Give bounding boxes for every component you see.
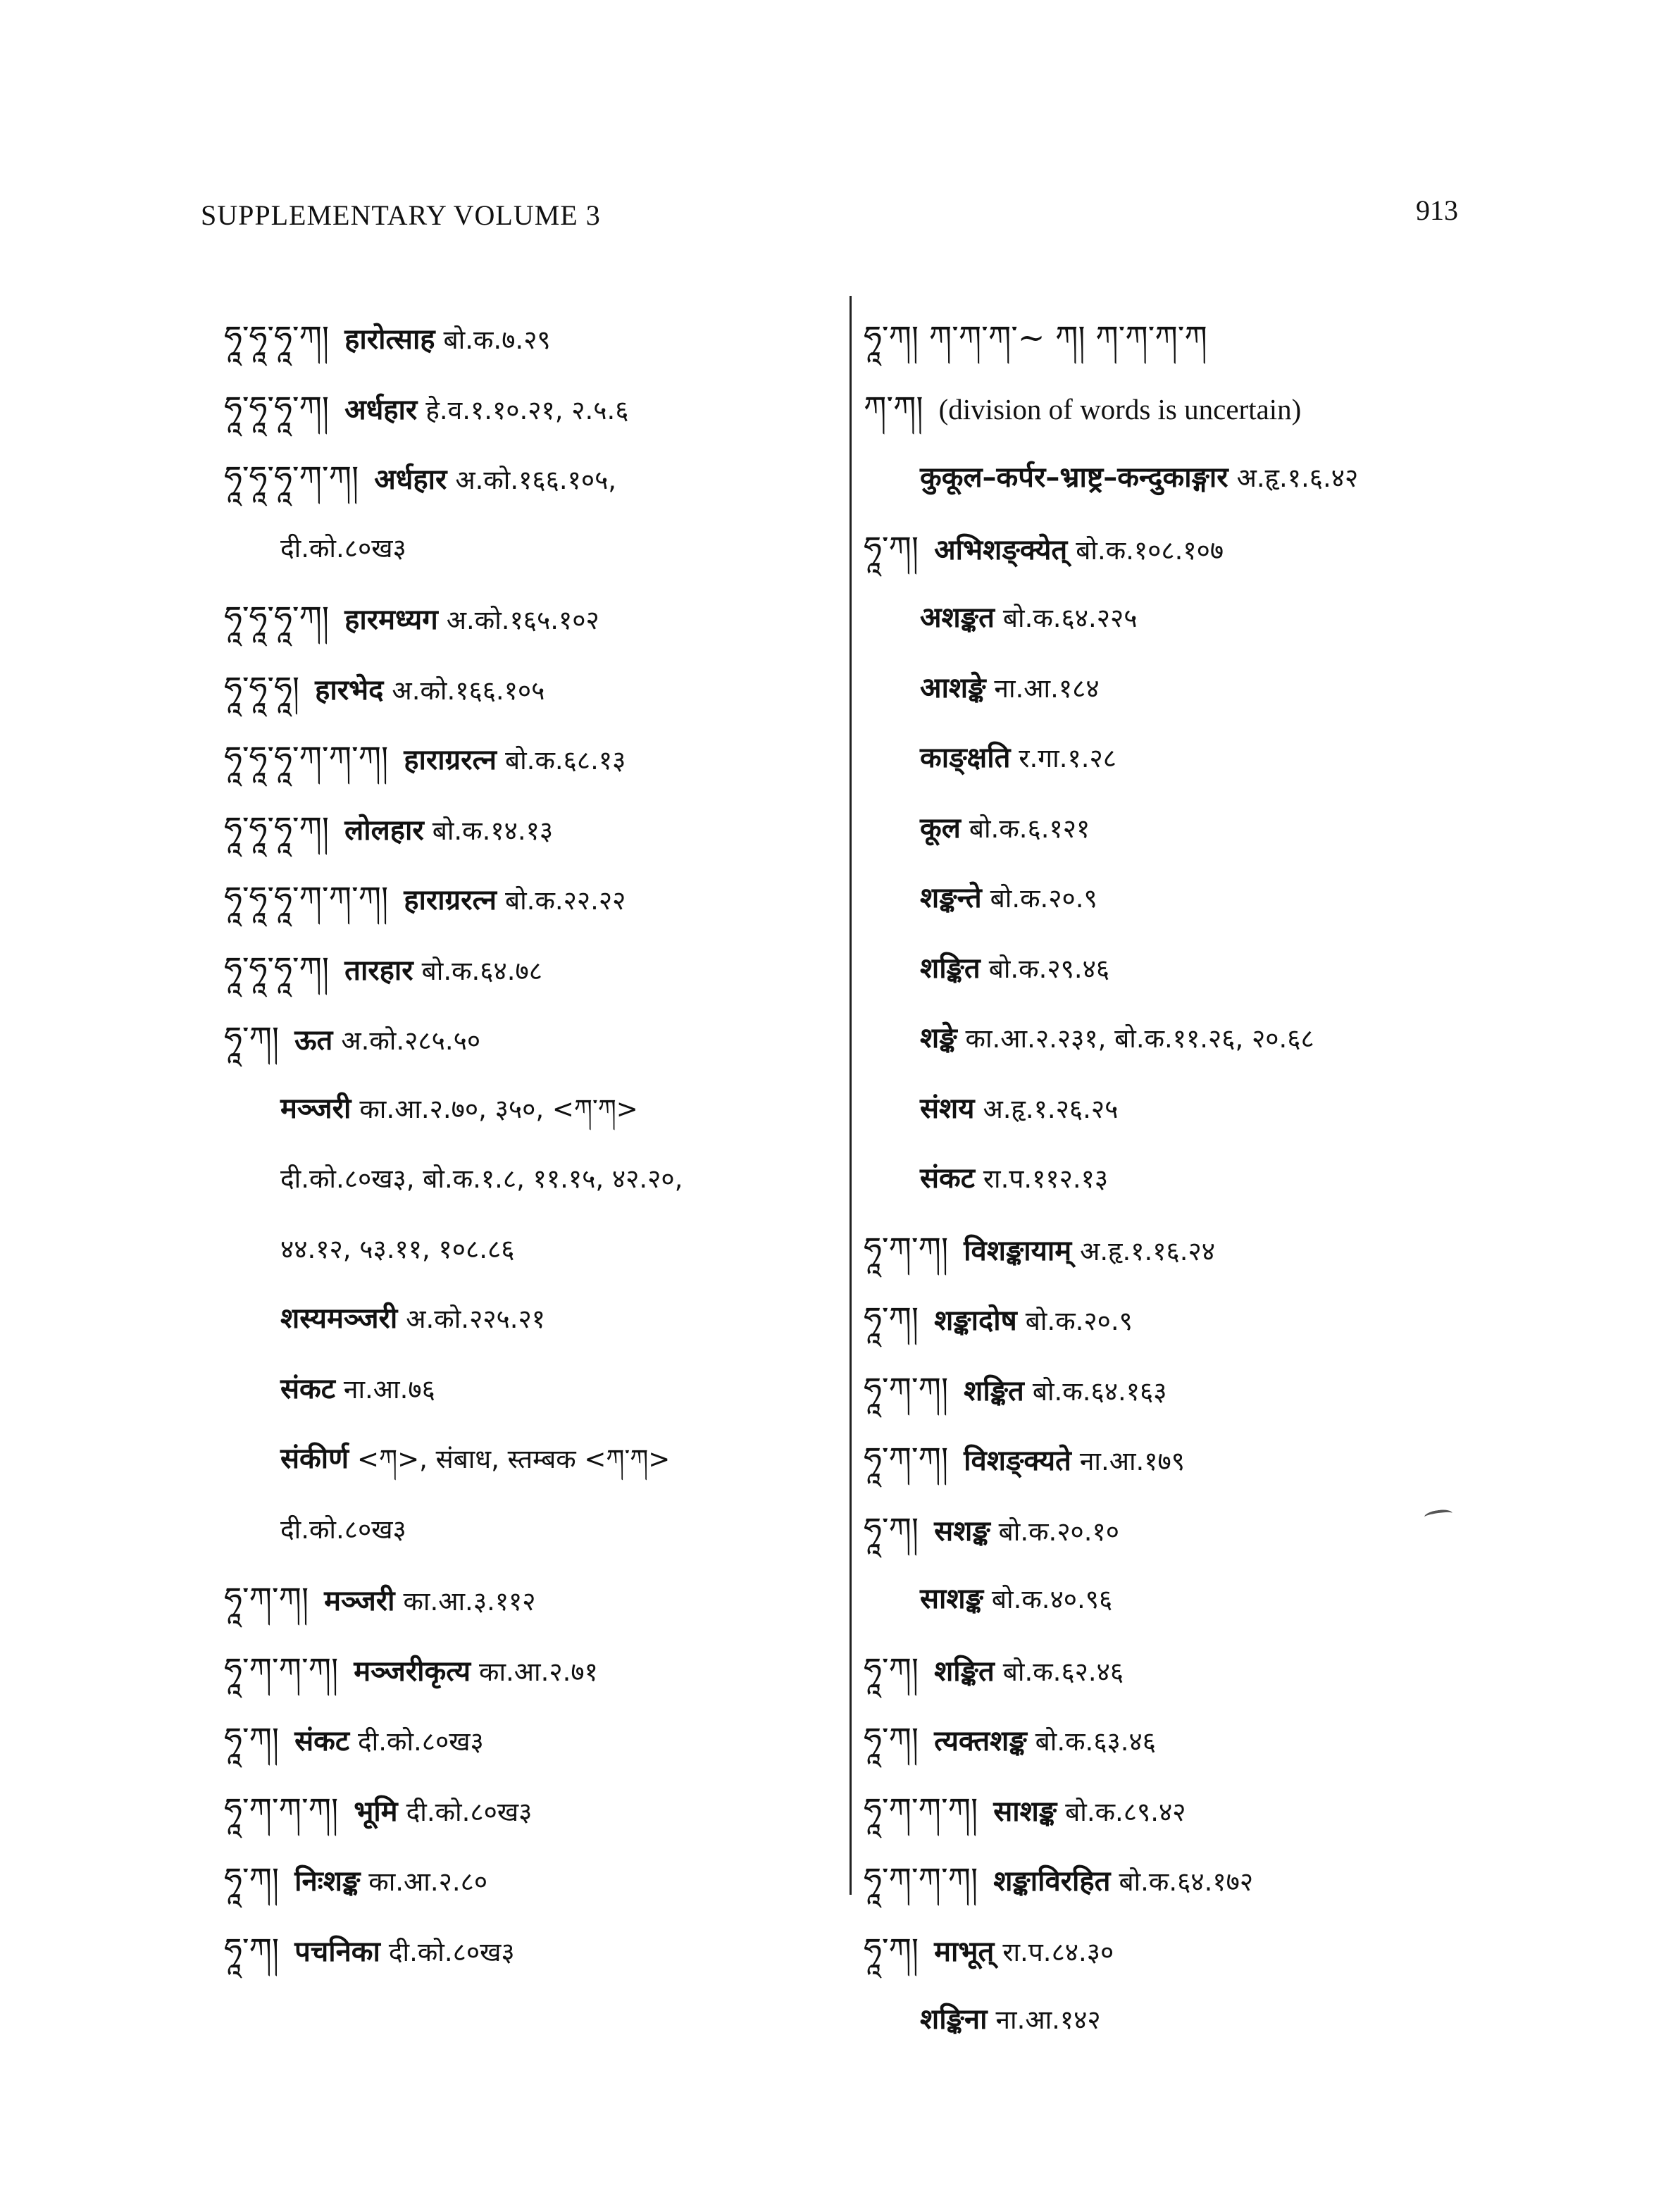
entry-line [224, 1845, 844, 1915]
source-reference: ना.आ.१८४ [994, 673, 1100, 704]
sanskrit-equivalent: अभिशङ्क्येत् [934, 533, 1068, 566]
source-reference: दी.को.८०ख३ [280, 1514, 406, 1545]
sanskrit-equivalent: हाराग्ररत्न [404, 744, 497, 776]
entry-line [864, 303, 1645, 373]
entry-line [864, 1074, 1645, 1145]
entry-line [224, 1074, 844, 1145]
sanskrit-equivalent: हारोत्साह [344, 323, 435, 356]
entry-line [864, 1495, 1645, 1565]
entry-line [224, 1144, 844, 1214]
sanskrit-equivalent: अर्धहार [374, 463, 447, 496]
column-divider [850, 296, 852, 1895]
tibetan-headword: ཧཱ་ཧཱ་ཧཱ་ཀ་ཀ་ཀ། [224, 879, 389, 917]
entry-line [224, 1004, 844, 1074]
source-reference: बो.क.६४.१६३ [1032, 1376, 1167, 1407]
entry-line [864, 583, 1645, 654]
sanskrit-equivalent: मञ्जरीकृत्य [354, 1655, 471, 1688]
tibetan-headword: ཧཱ་ཀ། [864, 1720, 919, 1758]
sanskrit-equivalent: शङ्काविरहित [993, 1865, 1111, 1898]
entry-line [864, 373, 1645, 444]
tibetan-headword: ཧཱ་ཀ། ཀ་ཀ་ཀ་~ ཀ། ཀ་ཀ་ཀ་ཀ [864, 318, 1207, 356]
source-reference: ना.आ.१७९ [1079, 1446, 1186, 1476]
tibetan-headword: ཧཱ་ཀ། [864, 1930, 919, 1969]
tibetan-headword: ཧཱ་ཀ་ཀ་ཀ། [864, 1790, 978, 1829]
entry-line [224, 794, 844, 864]
sanskrit-equivalent: संकट [294, 1725, 350, 1757]
running-head: SUPPLEMENTARY VOLUME 3 [201, 199, 601, 231]
source-reference: बो.क.२०.१० [998, 1516, 1120, 1547]
entry-line [224, 1214, 844, 1285]
source-reference: <ཀ>, संबाध, स्तम्बक <ཀ་ཀ> [357, 1444, 671, 1474]
entry-line [224, 513, 844, 584]
sanskrit-equivalent: शस्यमञ्जरी [280, 1302, 398, 1335]
source-reference: दी.को.८०ख३ [358, 1726, 484, 1757]
entry-line [864, 513, 1645, 584]
sanskrit-equivalent: संकट [920, 1162, 975, 1195]
source-reference: ना.आ.१४२ [995, 2005, 1101, 2035]
tibetan-headword: ཧཱ་ཀ། [224, 1930, 280, 1969]
entry-line [224, 303, 844, 373]
source-reference: बो.क.६४.१७२ [1119, 1867, 1254, 1897]
entry-line [864, 1705, 1645, 1775]
entry-line [864, 1424, 1645, 1495]
entry-line [224, 1284, 844, 1355]
sanskrit-equivalent: साशङ्क [993, 1795, 1057, 1828]
entry-line [864, 934, 1645, 1004]
source-reference: दी.को.८०ख३ [406, 1796, 533, 1827]
entry-line [224, 1775, 844, 1845]
source-reference: अ.को.२२५.२१ [406, 1304, 546, 1334]
source-reference: बो.क.६.१२१ [969, 813, 1090, 844]
entry-line [864, 654, 1645, 724]
tibetan-headword: ཧཱ་ཀ་ཀ་ཀ། [224, 1650, 339, 1688]
sanskrit-equivalent: संकट [280, 1372, 335, 1405]
tibetan-headword: ཧཱ་ཀ་ཀ། [224, 1580, 309, 1618]
source-reference: का.आ.२.२३१, बो.क.११.२६, २०.६८ [965, 1023, 1314, 1054]
source-reference: बो.क.६४.७८ [421, 955, 542, 986]
entry-line [864, 1284, 1645, 1355]
entry-line [224, 1355, 844, 1425]
source-reference: का.आ.२.७१ [479, 1656, 598, 1687]
tibetan-headword: ཧཱ་ཀ། [224, 1019, 280, 1057]
entry-line [864, 1144, 1645, 1214]
left-column [224, 303, 844, 1985]
entry-line [864, 1985, 1645, 2055]
sanskrit-equivalent: आशङ्के [920, 671, 986, 704]
sanskrit-equivalent: मञ्जरी [324, 1585, 395, 1617]
entry-line [224, 1424, 844, 1495]
tibetan-headword: ཧཱ་ཧཱ་ཧཱ་ཀ། [224, 949, 330, 988]
sanskrit-equivalent: हाराग्ररत्न [404, 884, 497, 916]
page-number: 913 [1416, 194, 1458, 226]
sanskrit-equivalent: त्यक्तशङ्क [934, 1725, 1027, 1757]
tibetan-headword: ཧཱ་ཧཱ་ཧཱ། [224, 668, 300, 707]
source-reference: रा.प.८४.३० [1002, 1936, 1114, 1967]
source-reference: बो.क.२०.९ [990, 883, 1097, 914]
sanskrit-equivalent: विशङ्कायाम् [964, 1234, 1072, 1267]
entry-line [864, 1564, 1645, 1635]
entry-line [864, 1355, 1645, 1425]
sanskrit-equivalent: हारभेद [315, 673, 384, 706]
source-reference: बो.क.१४.१३ [432, 815, 554, 846]
entry-line [864, 1004, 1645, 1074]
entry-line [224, 1915, 844, 1986]
tibetan-headword: ཧཱ་ཀ། [864, 1300, 919, 1338]
source-reference: बो.क.६२.४६ [1002, 1656, 1124, 1687]
source-reference: दी.को.८०ख३ [388, 1936, 515, 1967]
entry-line [864, 1915, 1645, 1986]
sanskrit-equivalent: कूल [920, 811, 961, 845]
tibetan-headword: ཧཱ་ཀ་ཀ་ཀ། [224, 1790, 339, 1829]
entry-line [864, 794, 1645, 864]
sanskrit-equivalent: ऊत [294, 1024, 333, 1057]
sanskrit-equivalent: सशङ्क [934, 1514, 990, 1548]
sanskrit-equivalent: माभूत् [934, 1935, 995, 1968]
entry-line [864, 443, 1645, 513]
sanskrit-equivalent: शङ्कादोष [934, 1305, 1017, 1337]
source-reference: बो.क.८९.४२ [1065, 1796, 1186, 1827]
entry-line [224, 723, 844, 794]
source-reference: अ.को.२८५.५० [341, 1026, 481, 1056]
source-reference: र.गा.१.२८ [1019, 743, 1116, 773]
tibetan-headword: ཧཱ་ཧཱ་ཧཱ་ཀ་ཀ་ཀ། [224, 739, 389, 777]
tibetan-headword: ཧཱ་ཀ། [864, 528, 919, 567]
sanskrit-equivalent: निःशङ्क [294, 1865, 361, 1898]
sanskrit-equivalent: साशङ्क [920, 1583, 983, 1615]
sanskrit-equivalent: शङ्कित [934, 1655, 995, 1688]
source-reference: का.आ.३.११२ [403, 1586, 536, 1617]
source-reference: दी.को.८०ख३, बो.क.१.८, ११.१५, ४२.२०, [280, 1164, 683, 1194]
entry-line [224, 373, 844, 444]
source-reference: अ.हृ.१.२६.२५ [983, 1093, 1119, 1124]
entry-line [224, 1705, 844, 1775]
source-reference: बो.क.४०.९६ [991, 1584, 1113, 1614]
entry-line [224, 443, 844, 513]
source-reference: दी.को.८०ख३ [280, 533, 406, 564]
source-reference: अ.हृ.१.६.४२ [1236, 463, 1359, 493]
entry-line [864, 1775, 1645, 1845]
tibetan-headword: ཧཱ་ཧཱ་ཧཱ་ཀ། [224, 809, 330, 847]
source-reference: बो.क.१०८.१०७ [1076, 535, 1224, 566]
sanskrit-equivalent: अर्धहार [344, 393, 418, 426]
source-reference: अ.को.१६६.१०५, [455, 465, 617, 495]
source-reference: बो.क.६३.४६ [1035, 1726, 1157, 1757]
source-reference: बो.क.७.२९ [443, 325, 551, 355]
tibetan-headword: ཧཱ་ཧཱ་ཧཱ་ཀ་ཀ། [224, 459, 359, 497]
sanskrit-equivalent: काङ्क्षति [920, 742, 1011, 774]
sanskrit-equivalent: अशङ्कत [920, 602, 995, 634]
right-column [864, 303, 1645, 2055]
tibetan-headword: ཀ་ཀ། [864, 388, 923, 427]
tibetan-headword: ཧཱ་ཀ། [864, 1509, 919, 1548]
entry-line [224, 934, 844, 1004]
sanskrit-equivalent: शङ्कित [964, 1374, 1024, 1407]
sanskrit-equivalent: संकीर्ण [280, 1443, 349, 1475]
sanskrit-equivalent: शङ्के [920, 1022, 957, 1054]
source-reference: अ.को.१६५.१०२ [446, 605, 599, 635]
sanskrit-equivalent: पचनिका [294, 1935, 380, 1968]
entry-line [864, 1635, 1645, 1705]
entry-line [864, 1214, 1645, 1285]
source-reference: अ.हृ.१.१६.२४ [1080, 1235, 1215, 1266]
sanskrit-equivalent: शङ्कन्ते [920, 882, 982, 914]
tibetan-headword: ཧཱ་ཧཱ་ཧཱ་ཀ། [224, 599, 330, 637]
sanskrit-equivalent: भूमि [354, 1795, 398, 1828]
tibetan-headword: ཧཱ་ཀ་ཀ། [864, 1229, 949, 1268]
source-reference: हे.व.१.१०.२१, २.५.६ [425, 394, 629, 425]
tibetan-headword: ཧཱ་ཀ་ཀ། [864, 1440, 949, 1478]
editorial-note: (division of words is uncertain) [938, 392, 1302, 425]
tibetan-headword: ཧཱ་ཀ་ཀ། [864, 1369, 949, 1408]
source-reference: रा.प.११२.१३ [983, 1164, 1109, 1194]
sanskrit-equivalent: मञ्जरी [280, 1092, 351, 1125]
sanskrit-equivalent: लोलहार [344, 814, 424, 847]
sanskrit-equivalent: विशङ्क्यते [964, 1445, 1071, 1477]
entry-line [864, 864, 1645, 934]
source-reference: बो.क.२९.४६ [988, 953, 1110, 984]
source-reference: ४४.१२, ५३.११, १०८.८६ [280, 1233, 515, 1264]
tibetan-headword: ཧཱ་ཀ། [864, 1650, 919, 1688]
source-reference: बो.क.६४.२२५ [1002, 603, 1138, 633]
tibetan-headword: ཧཱ་ཧཱ་ཧཱ་ཀ། [224, 388, 330, 427]
source-reference: ना.आ.७६ [343, 1374, 435, 1405]
source-reference: बो.क.६८.१३ [504, 745, 626, 776]
tibetan-headword: ཧཱ་ཀ། [224, 1720, 280, 1758]
entry-line [864, 723, 1645, 794]
sanskrit-equivalent: कुकूल–कर्पर–भ्राष्ट्र–कन्दुकाङ्गार [920, 461, 1228, 494]
sanskrit-equivalent: तारहार [344, 954, 413, 987]
entry-line [224, 654, 844, 724]
sanskrit-equivalent: हारमध्यग [344, 604, 438, 636]
entry-line [224, 583, 844, 654]
source-reference: अ.को.१६६.१०५ [392, 675, 545, 706]
source-reference: बो.क.२२.२२ [504, 885, 626, 916]
source-reference: का.आ.२.७०, ३५०, <ཀ་ཀ> [359, 1093, 638, 1124]
source-reference: बो.क.२०.९ [1025, 1306, 1133, 1336]
tibetan-headword: ཧཱ་ཧཱ་ཧཱ་ཀ། [224, 318, 330, 356]
entry-line [224, 1495, 844, 1565]
tibetan-headword: ཧཱ་ཀ་ཀ་ཀ། [864, 1860, 978, 1898]
sanskrit-equivalent: शङ्किना [920, 2003, 988, 2036]
entry-line [224, 864, 844, 934]
source-reference: का.आ.२.८० [368, 1867, 488, 1897]
sanskrit-equivalent: संशय [920, 1092, 975, 1125]
entry-line [864, 1845, 1645, 1915]
tibetan-headword: ཧཱ་ཀ། [224, 1860, 280, 1898]
sanskrit-equivalent: शङ्कित [920, 952, 981, 985]
entry-line [224, 1635, 844, 1705]
entry-line [224, 1564, 844, 1635]
